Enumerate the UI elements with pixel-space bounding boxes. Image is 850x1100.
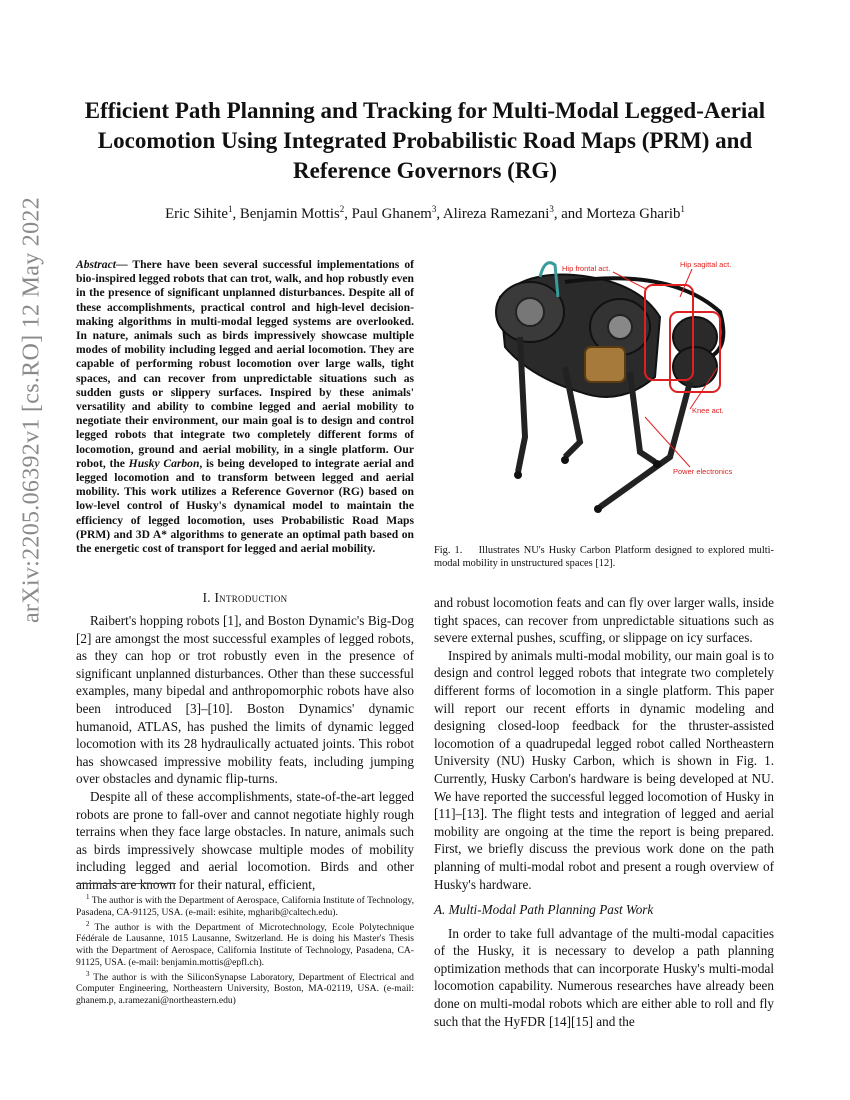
husky-carbon-robot-illustration xyxy=(470,257,770,535)
section-heading-introduction: I. Introduction xyxy=(202,590,288,605)
footnote: $^3$ The author is with the SiliconSynapse Laboratory, Department of Electrical and Computer Engineering, Northeastern University, Boston, MA-02119, USA. (e-mail: ghanem.p, a.ramezani@northeastern.edu) xyxy=(76,969,414,1007)
paragraph: In order to take full advantage of the multi-modal capacities of the Husky, it is necessary to develop a path planning optimization methods that can incorporate Husky's multi-modal locomotion capability. Numerous researches have already been done on multi-modal robots which are either able to roll and fly such that the HyFDR [14][15] and the xyxy=(434,925,774,1029)
abstract: Abstract— There have been several successful implementations of bio-inspired legged robots that can trot, walk, and hop robustly even in the presence of significant unplanned disturbances. Despite all of these accomplishments, practical control and high-level decision-making algorithms in multi-modal legged systems are overlooked. In nature, animals such as birds impressively showcase multiple modes of mobility including legged and aerial locomotion. They are capable of performing robust locomotion over large walls, tight spaces, and can recover from unpredictable situations such as sudden gusts or slippery surfaces. Inspired by these animals' versatility and ability to combine legged and aerial mobility to negotiate their environment, our main goal is to design and control legged robots that integrate two completely different forms of locomotion, ground and aerial mobility, in a single platform. Our robot, the Husky Carbon, is being developed to integrate aerial and legged locomotion and to transform between legged and aerial mobility. This work utilizes a Reference Governor (RG) based on low-level control of Husky's dynamical model to maintain the efficiency of legged locomotion, uses Probabilistic Road Maps (PRM) and 3D A* algorithms to generate an optimal path based on the energetic cost of transport for legged and aerial mobility. xyxy=(76,258,414,556)
author-list: Eric Sihite$^1$, Benjamin Mottis$^2$, Paul Ghanem$^3$, Alireza Ramezani$^3$, and Morteza Gharib$^1$ xyxy=(165,204,685,222)
author: Benjamin Mottis$^2$ xyxy=(239,204,345,222)
author: Alireza Ramezani$^3$ xyxy=(442,204,554,222)
caption-label: Fig. 1. xyxy=(434,545,463,556)
left-column-body xyxy=(76,612,414,894)
footnote-divider xyxy=(76,883,176,884)
footnote: $^2$ The author is with the Department of Microtechnology, Ecole Polytechnique Fédérale de Lausanne, 1015 Lausanne, Switzerland. He is doing his Master's Thesis with the Department of Aerospace, California Institute of Technology, Pasadena, CA-91125, USA. (e-mail: benjamin.mottis@epfl.ch). xyxy=(76,919,414,968)
arxiv-id-text: arXiv:2205.06392v1 [cs.RO] 12 May 2022 xyxy=(18,196,45,624)
paper-title: Efficient Path Planning and Tracking for Multi-Modal Legged-Aerial Locomotion Using Integrated Probabilistic Road Maps (PRM) and Reference Governors (RG) xyxy=(84,98,766,183)
paragraph: Raibert's hopping robots [1], and Boston Dynamic's Big-Dog [2] are amongst the most successful examples of legged robots, as they can hop or trot robustly even in the presence of significant unplanned disturbances. Other than these successful examples, many bipedal and anthropomorphic robots have also been introduced [3]–[10]. Boston Dynamics' dynamic humanoid, ATLAS, has pushed the limits of dynamic legged locomotion with its 28 hydraulically actuated joints. This robot has showcased impressive mobility feats, including jumping over obstacles and dynamic flip-turns. xyxy=(76,613,414,787)
right-column-body xyxy=(434,594,774,1030)
arxiv-identifier xyxy=(8,120,56,700)
label-power-electronics: Power electronics xyxy=(673,467,733,476)
label-hip-frontal: Hip frontal act. xyxy=(562,264,611,273)
subsection-heading: A. Multi-Modal Path Planning Past Work xyxy=(434,902,654,918)
footnotes xyxy=(76,892,414,1007)
label-knee: Knee act. xyxy=(692,406,724,415)
paragraph: Despite all of these accomplishments, state-of-the-art legged robots are prone to fall-over and cannot negotiate highly rough terrains when they face large obstacles. In nature, animals such as birds impressively showcase multiple modes of mobility including legged and aerial locomotion. Birds and other animals are known for their natural, efficient, xyxy=(76,788,414,892)
paragraph: and robust locomotion feats and can fly over larger walls, inside tight spaces, can recover from unpredictable situations such as severe external pushes, scuffing, or slippage on icy surfaces. xyxy=(434,595,774,646)
author: Morteza Gharib$^1$ xyxy=(586,204,685,222)
author: Eric Sihite$^1$ xyxy=(165,204,233,222)
figure-caption: Fig. 1. Illustrates NU's Husky Carbon Platform designed to explored multi-modal mobility in unstructured spaces [12]. xyxy=(434,545,774,569)
robot-name: Husky Carbon xyxy=(128,456,200,470)
robot-figure xyxy=(470,257,770,535)
paragraph: Inspired by animals multi-modal mobility, our main goal is to design and control legged robots that integrate two completely different forms of locomotion in a single platform. This paper will report our recent efforts in dynamic modeling and designing closed-loop feedback for the thruster-assisted locomotion of a quadrupedal legged robot called Northeastern University (NU) Husky Carbon, which is shown in Fig. 1. Currently, Husky Carbon's hardware is being developed at NU. We have reported the successful legged locomotion of Husky in [11]–[13]. The flight tests and integration of legged and aerial mobility are ongoing at the time the report is being prepared. First, we briefly discuss the previous work done on the path planning of multi-modal robot and present a rough overview of Husky's hardware. xyxy=(434,647,774,892)
author: Paul Ghanem$^3$ xyxy=(351,204,437,222)
label-hip-sagittal: Hip sagittal act. xyxy=(680,260,732,269)
abstract-label: Abstract xyxy=(76,258,116,271)
footnote: $^1$ The author is with the Department of Aerospace, California Institute of Technology, Pasadena, CA-91125, USA. (e-mail: esihite, mgharib@caltech.edu). xyxy=(76,893,414,918)
